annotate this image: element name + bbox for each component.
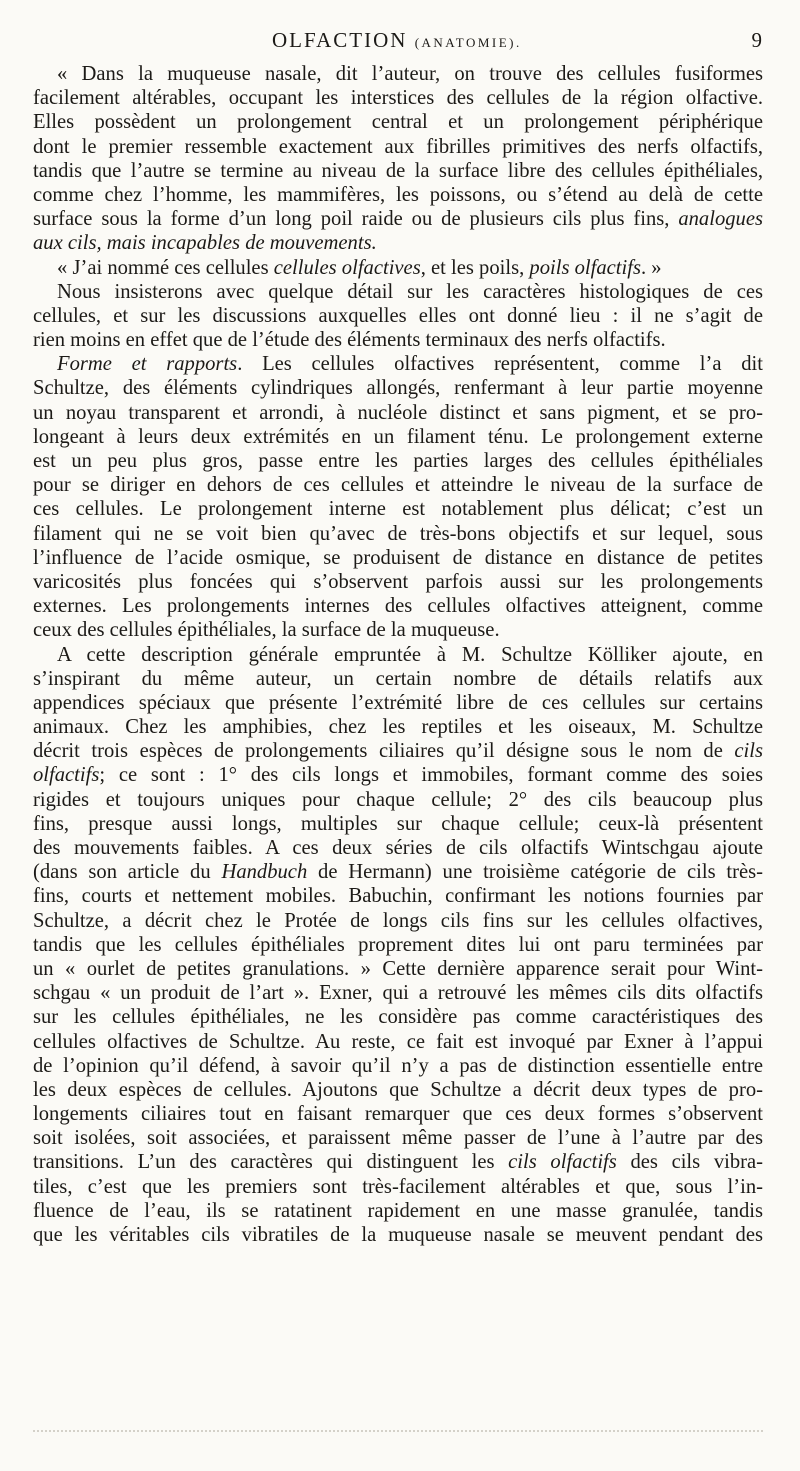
- text-run: Schultze, des éléments cylindriques allongés, renfermant à leur partie moyenne: [33, 377, 763, 400]
- text-line: [33, 957, 763, 981]
- text-line: [33, 691, 763, 715]
- text-line: [33, 401, 763, 425]
- text-line: [33, 981, 763, 1005]
- text-line: [33, 425, 763, 449]
- text-line: [33, 449, 763, 473]
- text-run: longeant à leurs deux extrémités en un filament ténu. Le prolongement externe: [33, 425, 763, 448]
- text-run: transitions. L’un des caractères qui distinguent les: [33, 1151, 509, 1174]
- header-title: OLFACTION: [272, 28, 408, 52]
- text-line: [33, 352, 763, 376]
- text-run: comme chez l’homme, les mammifères, les poissons, ou s’étend au delà de cette: [33, 183, 763, 206]
- italic-run: analogues: [678, 208, 763, 231]
- text-run: des mouvements faibles. A ces deux séries de cils olfactifs Wintschgau ajoute: [33, 837, 763, 859]
- text-line: [33, 1005, 763, 1029]
- text-line: [33, 473, 763, 497]
- text-run: externes. Les prolongements internes des cellules olfactives atteignent, comme: [33, 595, 763, 618]
- text-run: tandis que les cellules épithéliales proprement dites lui ont paru terminées par: [33, 933, 763, 956]
- text-run: « Dans la muqueuse nasale, dit l’auteur, on trouve des cellules fusiformes: [57, 63, 763, 85]
- text-run: des cils vibra-: [616, 1151, 763, 1174]
- header-subtitle: (ANATOMIE).: [414, 35, 522, 50]
- text-line: [33, 594, 763, 618]
- text-line: [33, 546, 763, 570]
- text-line: [33, 667, 763, 691]
- italic-run: cils: [734, 740, 763, 763]
- text-line: [33, 1126, 763, 1150]
- text-run: fins, courts et nettement mobiles. Babuchin, confirmant les notions fournies par: [33, 885, 763, 908]
- text-line: [33, 328, 763, 352]
- text-line: [33, 1078, 763, 1102]
- text-line: [33, 207, 763, 231]
- text-line: [33, 231, 763, 255]
- text-run: fluence de l’eau, ils se ratatinent rapidement en une masse granulée, tandis: [33, 1199, 763, 1222]
- text-run: soit isolées, soit associées, et paraissent même passer de l’une à l’autre par des: [33, 1127, 763, 1150]
- text-line: [33, 1054, 763, 1078]
- text-run: un noyau transparent et arrondi, à nucléole distinct et sans pigment, et se pro-: [33, 401, 763, 424]
- text-run: rien moins en effet que de l’étude des éléments terminaux des nerfs olfactifs.: [33, 329, 666, 352]
- text-line: [33, 1102, 763, 1126]
- text-run: s’inspirant du même auteur, un certain nombre de détails relatifs aux: [33, 667, 763, 690]
- text-line: [33, 522, 763, 546]
- text-line: [33, 135, 763, 159]
- text-run: cellules, et sur les discussions auxquelles elles ont donné lieu : il ne s’agit de: [33, 304, 763, 327]
- text-run: tiles, c’est que les premiers sont très-facilement altérables et que, sous l’in-: [33, 1175, 763, 1198]
- text-run: décrit trois espèces de prolongements ciliaires qu’il désigne sous le nom de: [33, 740, 735, 763]
- text-run: dont le premier ressemble exactement aux fibrilles primitives des nerfs olfactifs,: [33, 135, 763, 158]
- text-line: [33, 570, 763, 594]
- text-run: fins, presque aussi longs, multiples sur chaque cellule; ceux-là présentent: [33, 812, 763, 835]
- text-line: [33, 739, 763, 763]
- running-title: [272, 28, 522, 53]
- bottom-margin-specks: [33, 1430, 763, 1442]
- text-run: longements ciliaires tout en faisant remarquer que ces deux formes s’observent: [33, 1103, 763, 1126]
- text-line: [33, 909, 763, 933]
- running-head: [0, 28, 800, 56]
- italic-run: olfactifs: [33, 764, 100, 787]
- text-run: filament qui ne se voit bien qu’avec de très-bons objectifs et sur lequel, sous: [33, 522, 763, 545]
- text-run: Schultze, a décrit chez le Protée de longs cils fins sur les cellules olfactives,: [33, 909, 763, 932]
- italic-run: Handbuch: [221, 861, 308, 884]
- text-line: [33, 933, 763, 957]
- text-run: . »: [640, 256, 662, 279]
- text-run: ; ce sont : 1° des cils longs et immobiles, formant comme des soies: [99, 764, 763, 787]
- italic-run: cils olfactifs: [508, 1151, 617, 1174]
- text-line: [33, 643, 763, 667]
- text-line: [33, 183, 763, 207]
- text-line: [33, 256, 763, 280]
- text-line: [33, 1150, 763, 1174]
- text-line: [33, 788, 763, 812]
- text-run: que les véritables cils vibratiles de la muqueuse nasale se meuvent pendant des: [33, 1224, 763, 1246]
- text-line: [33, 763, 763, 787]
- text-run: cellules olfactives de Schultze. Au reste, ce fait est invoqué par Exner à l’appui: [33, 1030, 763, 1053]
- text-line: [33, 860, 763, 884]
- text-line: [33, 884, 763, 908]
- text-line: [33, 1175, 763, 1199]
- text-run: . Les cellules olfactives représentent, comme l’a dit: [237, 353, 763, 376]
- text-run: , et les poils,: [420, 256, 530, 279]
- text-line: [33, 159, 763, 183]
- text-run: de l’opinion qu’il défend, à savoir qu’il n’y a pas de distinction essentielle entre: [33, 1054, 763, 1077]
- text-run: Nous insisterons avec quelque détail sur les caractères histologiques de ces: [57, 280, 763, 303]
- text-run: un « ourlet de petites granulations. » Cette dernière apparence serait pour Wint-: [33, 957, 763, 980]
- text-line: [33, 1199, 763, 1223]
- text-line: [33, 110, 763, 134]
- text-run: ceux des cellules épithéliales, la surface de la muqueuse.: [33, 619, 500, 642]
- text-line: [33, 62, 763, 86]
- text-run: surface sous la forme d’un long poil raide ou de plusieurs cils plus fins,: [33, 208, 679, 231]
- text-run: (dans son article du: [33, 861, 222, 884]
- text-line: [33, 304, 763, 328]
- text-line: [33, 1223, 763, 1247]
- text-run: de Hermann) une troisième catégorie de cils très-: [307, 861, 763, 884]
- text-line: [33, 715, 763, 739]
- text-run: animaux. Chez les amphibies, chez les reptiles et les oiseaux, M. Schultze: [33, 716, 763, 739]
- text-run: Elles possèdent un prolongement central et un prolongement périphérique: [33, 111, 763, 134]
- text-line: [33, 376, 763, 400]
- text-run: les deux espèces de cellules. Ajoutons que Schultze a décrit deux types de pro-: [33, 1078, 763, 1101]
- text-line: [33, 86, 763, 110]
- text-run: facilement altérables, occupant les interstices des cellules de la région olfactive.: [33, 87, 763, 110]
- text-run: A cette description générale empruntée à M. Schultze Kölliker ajoute, en: [57, 643, 763, 666]
- text-line: [33, 812, 763, 836]
- text-run: tandis que l’autre se termine au niveau de la surface libre des cellules épithéliales,: [33, 159, 763, 182]
- page-number: 9: [751, 28, 762, 52]
- text-line: [33, 497, 763, 521]
- body-text: [33, 62, 763, 1247]
- italic-run: aux cils, mais incapables de mouvements.: [33, 232, 377, 255]
- text-run: sur les cellules épithéliales, ne les considère pas comme caractéristiques des: [33, 1006, 763, 1029]
- text-line: [33, 1030, 763, 1054]
- text-run: rigides et toujours uniques pour chaque cellule; 2° des cils beaucoup plus: [33, 788, 763, 811]
- text-run: appendices spéciaux que présente l’extrémité libre de ces cellules sur certains: [33, 691, 763, 714]
- text-run: schgau « un produit de l’art ». Exner, qui a retrouvé les mêmes cils dits olfactifs: [33, 982, 763, 1005]
- text-line: [33, 836, 763, 860]
- text-line: [33, 618, 763, 642]
- text-run: « J’ai nommé ces cellules: [57, 256, 274, 279]
- text-run: ces cellules. Le prolongement interne est notablement plus délicat; c’est un: [33, 498, 763, 521]
- italic-run: cellules olfactives: [273, 256, 421, 279]
- text-line: [33, 280, 763, 304]
- text-run: varicosités plus foncées qui s’observent parfois aussi sur les prolongements: [33, 570, 763, 593]
- text-run: pour se diriger en dehors de ces cellules et atteindre le niveau de la surface de: [33, 474, 763, 497]
- text-run: l’influence de l’acide osmique, se produisent de distance en distance de petites: [33, 546, 763, 569]
- italic-run: poils olfactifs: [529, 256, 641, 279]
- text-run: est un peu plus gros, passe entre les parties larges des cellules épithéliales: [33, 450, 763, 472]
- italic-run: Forme et rapports: [57, 353, 238, 376]
